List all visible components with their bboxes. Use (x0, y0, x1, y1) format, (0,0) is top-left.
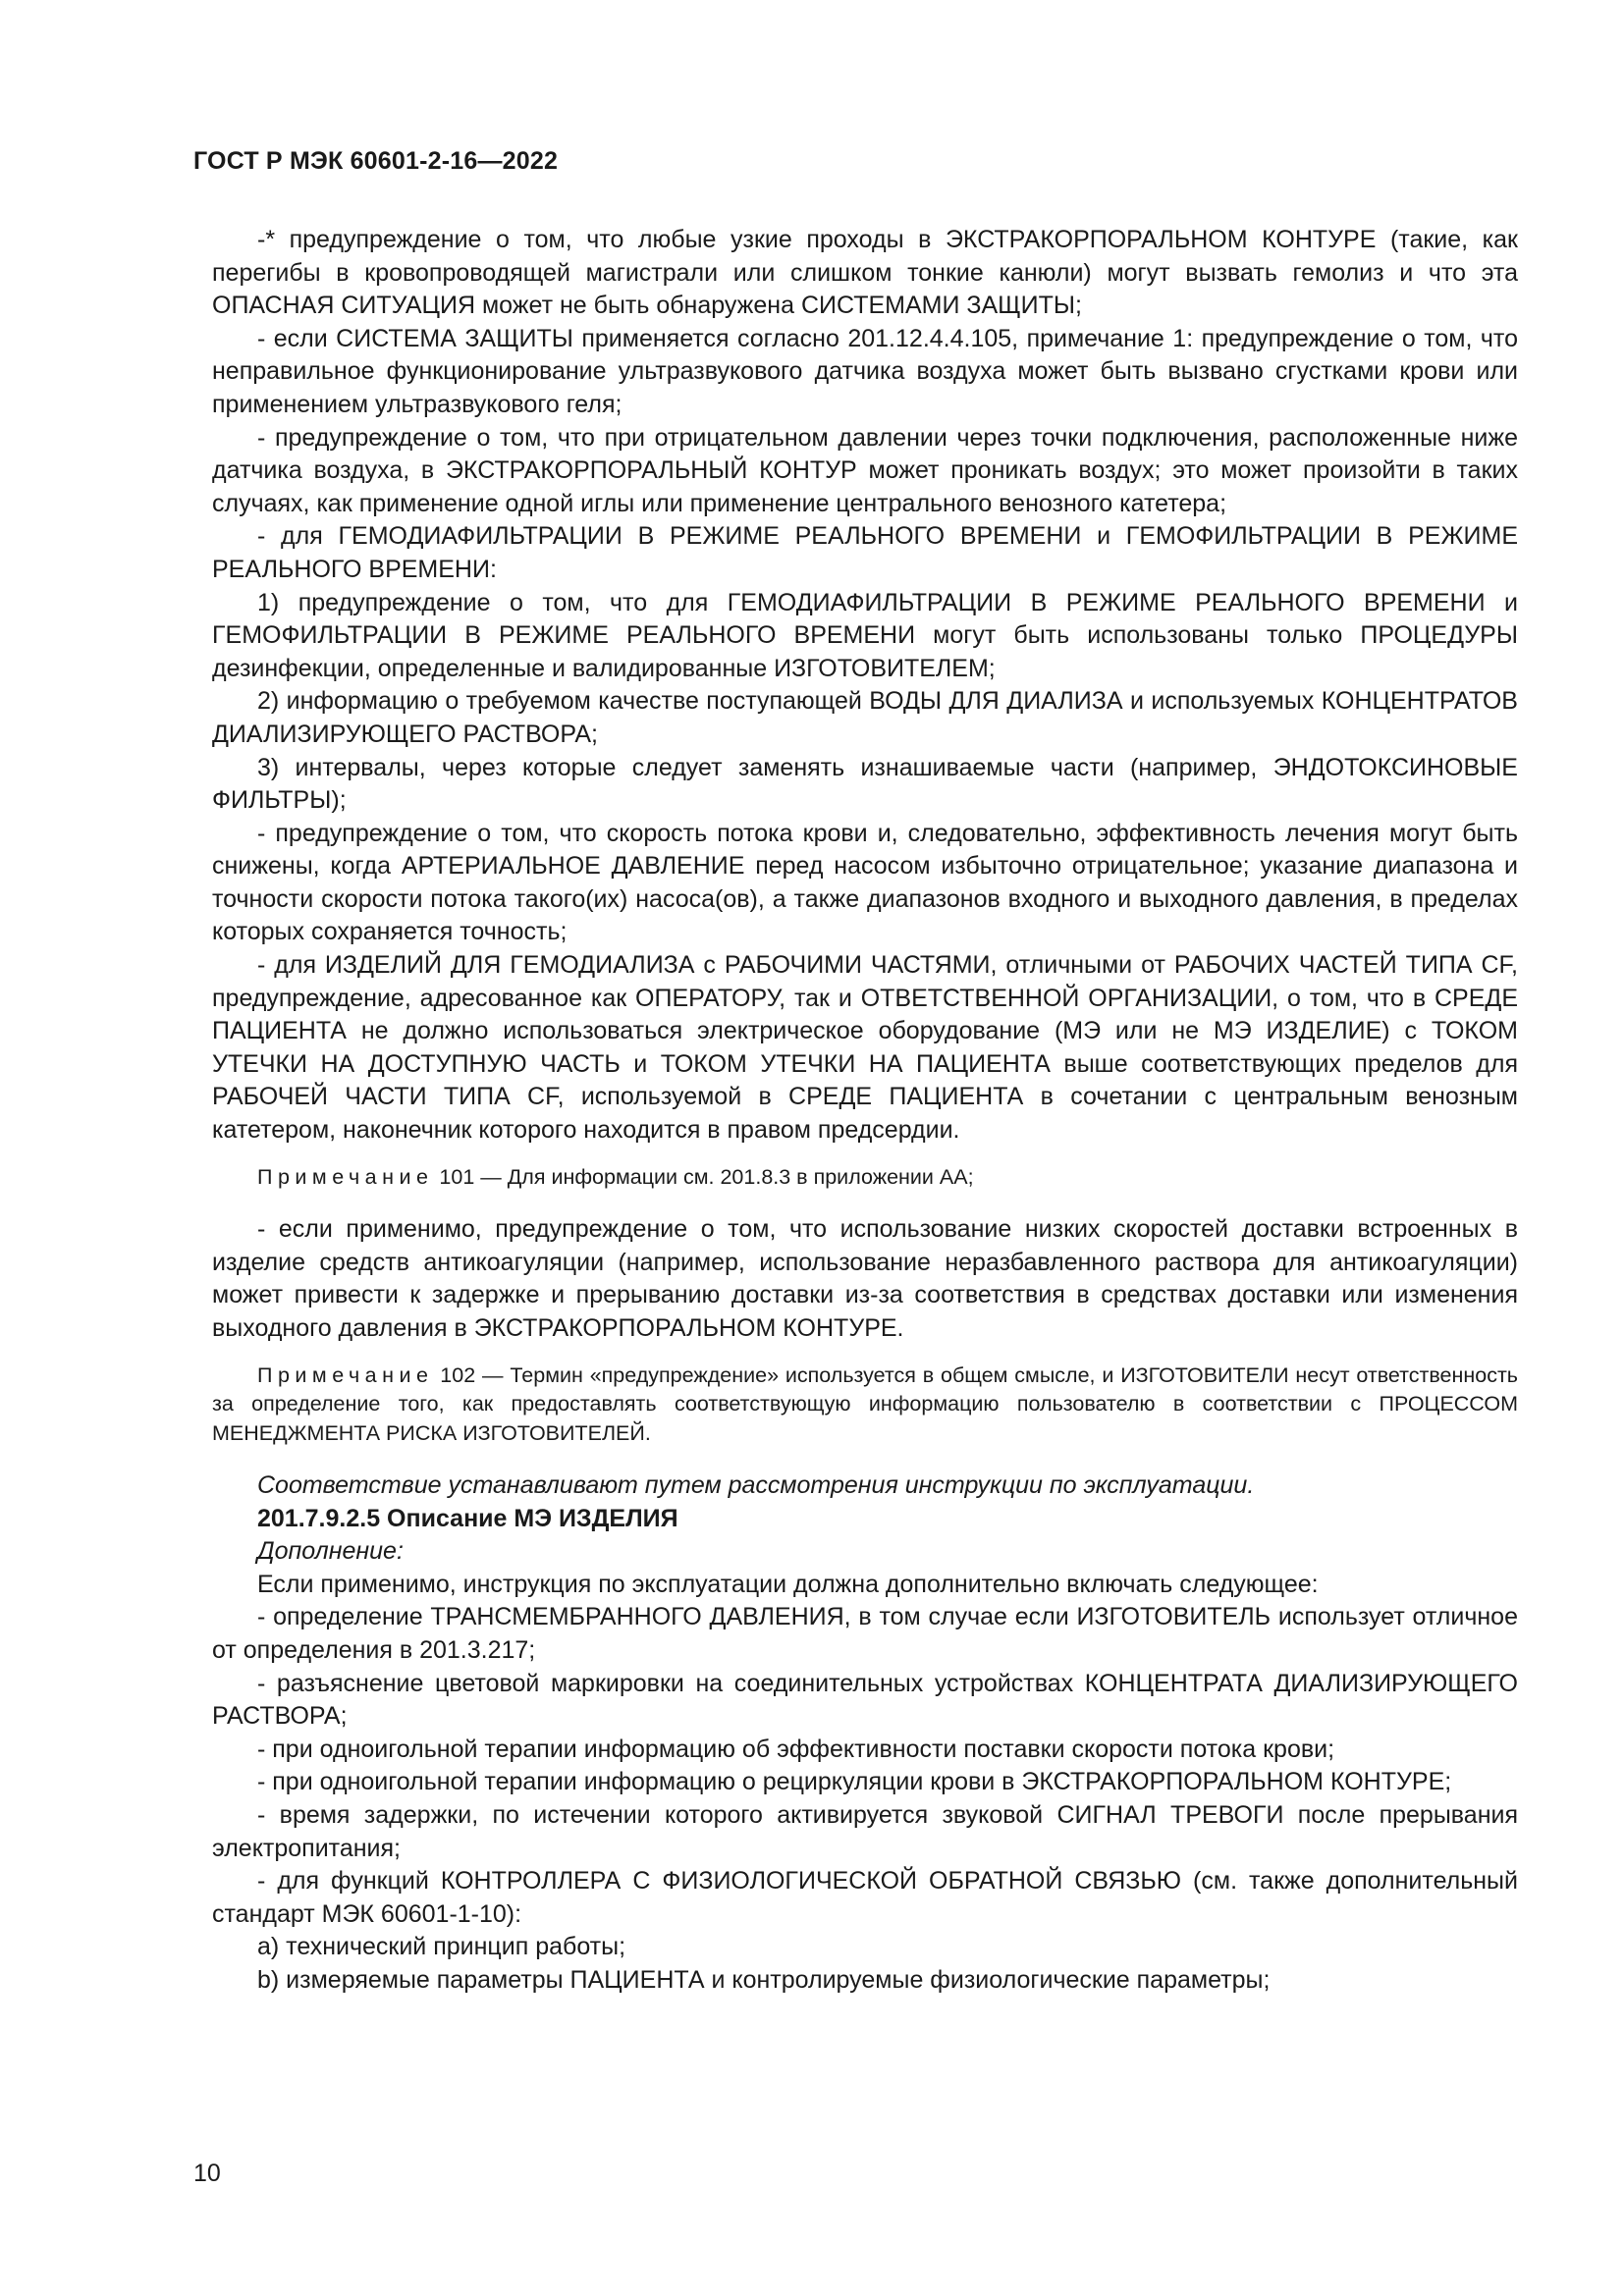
list-item: 3) интервалы, через которые следует заменять изнашиваемые части (например, ЭНДОТОКСИНОВЫЕ ФИЛЬТРЫ); (212, 753, 1518, 815)
document-body (212, 224, 1518, 1998)
addition-label: Дополнение: (257, 1537, 404, 1566)
paragraph: - определение ТРАНСМЕМБРАННОГО ДАВЛЕНИЯ, в том случае если ИЗГОТОВИТЕЛЬ использует отличное от определения в 201.3.217; (212, 1603, 1518, 1664)
paragraph: - предупреждение о том, что при отрицательном давлении через точки подключения, расположенные ниже датчика воздуха, в ЭКСТРАКОРПОРАЛЬНЫЙ КОНТУР может проникать воздух; это может произойти в таких случаях, как применение одной иглы или применение центрального венозного катетера; (212, 423, 1518, 517)
paragraph: - если СИСТЕМА ЗАЩИТЫ применяется согласно 201.12.4.4.105, примечание 1: предупреждение о том, что неправильное функционирование ультразвукового датчика воздуха может быть вызвано сгустками крови или применением ультразвукового геля; (212, 324, 1518, 418)
note-text: 102 — Термин «предупреждение» используется в общем смысле, и ИЗГОТОВИТЕЛИ несут ответственность за определение того, как предоставлять соответствующую информацию пользователю в соответствии с ПРОЦЕССОМ МЕНЕДЖМЕНТА РИСКА ИЗГОТОВИТЕЛЕЙ. (212, 1362, 1518, 1445)
paragraph: - для функций КОНТРОЛЛЕРА С ФИЗИОЛОГИЧЕСКОЙ ОБРАТНОЙ СВЯЗЬЮ (см. также дополнительный стандарт МЭК 60601-1-10): (212, 1867, 1518, 1928)
note-label: Примечание (257, 1164, 434, 1189)
paragraph: - при одноигольной терапии информацию об эффективности поставки скорости потока крови; (257, 1735, 1335, 1763)
note-text: 101 — Для информации см. 201.8.3 в приложении АА; (433, 1164, 974, 1189)
note-102 (212, 1362, 1518, 1449)
paragraph: - разъяснение цветовой маркировки на соединительных устройствах КОНЦЕНТРАТА ДИАЛИЗИРУЮЩЕГО РАСТВОРА; (212, 1669, 1518, 1731)
paragraph: - при одноигольной терапии информацию о рециркуляции крови в ЭКСТРАКОРПОРАЛЬНОМ КОНТУРЕ; (257, 1768, 1452, 1796)
list-item: 1) предупреждение о том, что для ГЕМОДИАФИЛЬТРАЦИИ В РЕЖИМЕ РЕАЛЬНОГО ВРЕМЕНИ и ГЕМОФИЛЬТРАЦИИ В РЕЖИМЕ РЕАЛЬНОГО ВРЕМЕНИ могут быть использованы только ПРОЦЕДУРЫ дезинфекции, определенные и валидированные ИЗГОТОВИТЕЛЕМ; (212, 588, 1518, 682)
list-item: b) измеряемые параметры ПАЦИЕНТА и контролируемые физиологические параметры; (257, 1965, 1271, 1994)
paragraph: - для ИЗДЕЛИЙ ДЛЯ ГЕМОДИАЛИЗА с РАБОЧИМИ ЧАСТЯМИ, отличными от РАБОЧИХ ЧАСТЕЙ ТИПА CF, предупреждение, адресованное как ОПЕРАТОРУ, так и ОТВЕТСТВЕННОЙ ОРГАНИЗАЦИИ, о том, что в СРЕДЕ ПАЦИЕНТА не должно использоваться электрическое оборудование (МЭ или не МЭ ИЗДЕЛИЕ) с ТОКОМ УТЕЧКИ НА ДОСТУПНУЮ ЧАСТЬ и ТОКОМ УТЕЧКИ НА ПАЦИЕНТА выше соответствующих пределов для РАБОЧЕЙ ЧАСТИ ТИПА CF, используемой в СРЕДЕ ПАЦИЕНТА в сочетании с центральным венозным катетером, наконечник которого находится в правом предсердии. (212, 951, 1518, 1145)
paragraph: - предупреждение о том, что скорость потока крови и, следовательно, эффективность лечения могут быть снижены, когда АРТЕРИАЛЬНОЕ ДАВЛЕНИЕ перед насосом избыточно отрицательное; указание диапазона и точности скорости потока такого(их) насоса(ов), а также диапазонов входного и выходного давления, в пределах которых сохраняется точность; (212, 819, 1518, 946)
paragraph: -* предупреждение о том, что любые узкие проходы в ЭКСТРАКОРПОРАЛЬНОМ КОНТУРЕ (такие, как перегибы в кровопроводящей магистрали или слишком тонкие канюли) могут вызвать гемолиз и что эта ОПАСНАЯ СИТУАЦИЯ может не быть обнаружена СИСТЕМАМИ ЗАЩИТЫ; (212, 226, 1518, 320)
paragraph: - если применимо, предупреждение о том, что использование низких скоростей доставки встроенных в изделие средств антикоагуляции (например, использование неразбавленного раствора для антикоагуляции) может привести к задержке и прерыванию доставки из-за соответствия в средствах доставки или изменения выходного давления в ЭКСТРАКОРПОРАЛЬНОМ КОНТУРЕ. (212, 1215, 1518, 1342)
section-title: 201.7.9.2.5 Описание МЭ ИЗДЕЛИЯ (257, 1504, 678, 1532)
compliance-statement: Соответствие устанавливают путем рассмотрения инструкции по эксплуатации. (257, 1471, 1255, 1499)
note-101 (212, 1163, 1518, 1193)
document-header: ГОСТ Р МЭК 60601-2-16—2022 (193, 147, 559, 175)
list-item: a) технический принцип работы; (257, 1933, 626, 1961)
paragraph: Если применимо, инструкция по эксплуатации должна дополнительно включать следующее: (257, 1570, 1319, 1598)
paragraph: - время задержки, по истечении которого активируется звуковой СИГНАЛ ТРЕВОГИ после прерывания электропитания; (212, 1800, 1518, 1862)
list-item: 2) информацию о требуемом качестве поступающей ВОДЫ ДЛЯ ДИАЛИЗА и используемых КОНЦЕНТРАТОВ ДИАЛИЗИРУЮЩЕГО РАСТВОРА; (212, 687, 1518, 748)
note-label: Примечание (257, 1362, 434, 1387)
page-number: 10 (193, 2160, 221, 2187)
paragraph: - для ГЕМОДИАФИЛЬТРАЦИИ В РЕЖИМЕ РЕАЛЬНОГО ВРЕМЕНИ и ГЕМОФИЛЬТРАЦИИ В РЕЖИМЕ РЕАЛЬНОГО ВРЕМЕНИ: (212, 522, 1518, 583)
